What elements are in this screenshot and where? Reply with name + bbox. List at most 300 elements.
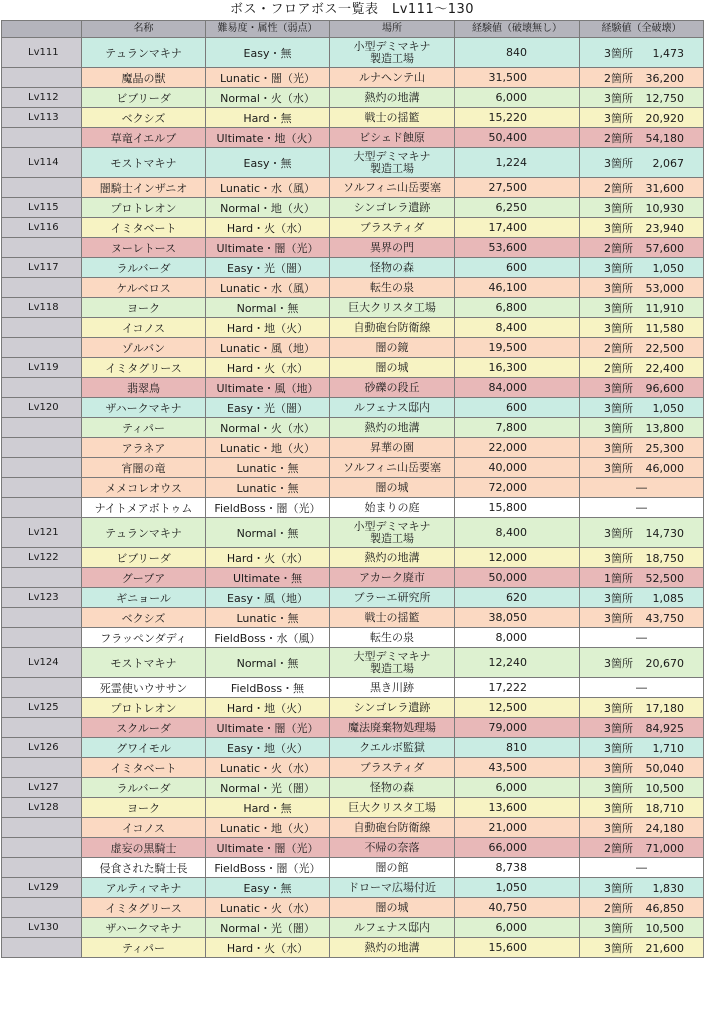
boss-name-cell: スクルーダ — [82, 718, 206, 738]
difficulty-cell: FieldBoss・無 — [206, 678, 330, 698]
exp-cell: 12,500 — [455, 698, 580, 718]
difficulty-cell: Lunatic・地（火） — [206, 818, 330, 838]
place-cell — [330, 418, 455, 438]
place-cell — [330, 148, 455, 178]
place-cell — [330, 588, 455, 608]
level-cell: Lv117 — [2, 258, 82, 278]
place-cell — [330, 798, 455, 818]
parts-count: 3箇所 — [604, 821, 633, 835]
place-cell — [330, 758, 455, 778]
exp-cell: 84,000 — [455, 378, 580, 398]
level-cell: Lv124 — [2, 648, 82, 678]
place-line: 製造工場 — [370, 531, 414, 545]
exp-full-cell — [580, 398, 704, 418]
difficulty-cell: Lunatic・無 — [206, 458, 330, 478]
place-cell — [330, 608, 455, 628]
parts-count: 3箇所 — [604, 381, 633, 395]
place-line: 巨大クリスタ工場 — [348, 800, 436, 814]
exp-full-cell — [580, 218, 704, 238]
parts-count: 3箇所 — [604, 156, 633, 170]
table-row — [2, 738, 704, 758]
place-cell — [330, 178, 455, 198]
difficulty-cell: Lunatic・無 — [206, 608, 330, 628]
place-cell — [330, 218, 455, 238]
parts-count: 3箇所 — [604, 801, 633, 815]
parts-count: 3箇所 — [604, 461, 633, 475]
exp-cell: 46,100 — [455, 278, 580, 298]
exp-full-value: 54,180 — [645, 131, 684, 145]
boss-name-cell: ティパー — [82, 418, 206, 438]
exp-full-value: 24,180 — [645, 821, 684, 835]
parts-count: 3箇所 — [604, 761, 633, 775]
boss-name-cell: ヨーク — [82, 298, 206, 318]
place-line: 黒き川跡 — [370, 680, 414, 694]
place-cell — [330, 278, 455, 298]
exp-cell: 53,600 — [455, 238, 580, 258]
exp-full-value: 46,000 — [645, 461, 684, 475]
table-row — [2, 588, 704, 608]
table-row — [2, 758, 704, 778]
place-line: 熱灼の地溝 — [364, 90, 420, 104]
exp-cell: 810 — [455, 738, 580, 758]
exp-full-cell — [580, 778, 704, 798]
exp-full-value: 13,800 — [645, 421, 684, 435]
difficulty-cell: Hard・地（火） — [206, 318, 330, 338]
exp-full-value: 1,050 — [652, 261, 684, 275]
exp-full-cell — [580, 378, 704, 398]
place-cell — [330, 498, 455, 518]
place-line: ルフェナス邸内 — [353, 400, 430, 414]
exp-full-value: 84,925 — [645, 721, 684, 735]
exp-cell: 15,600 — [455, 938, 580, 958]
header-exp: 経験値（破壊無し） — [455, 21, 580, 38]
place-line: クエルボ監獄 — [359, 740, 425, 754]
table-row — [2, 858, 704, 878]
parts-count: 3箇所 — [604, 441, 633, 455]
place-cell — [330, 68, 455, 88]
place-cell — [330, 318, 455, 338]
header-place: 場所 — [330, 21, 455, 38]
place-line: 製造工場 — [370, 51, 414, 65]
exp-full-value: 23,940 — [645, 221, 684, 235]
difficulty-cell: Lunatic・無 — [206, 478, 330, 498]
level-cell — [2, 438, 82, 458]
boss-name-cell: イコノス — [82, 818, 206, 838]
exp-full-value: 43,750 — [645, 611, 684, 625]
place-cell — [330, 918, 455, 938]
table-row — [2, 298, 704, 318]
difficulty-cell: Ultimate・無 — [206, 568, 330, 588]
exp-full-value: 57,600 — [645, 241, 684, 255]
place-line: 闇の城 — [375, 900, 409, 914]
parts-count: 2箇所 — [604, 341, 633, 355]
exp-cell: 21,000 — [455, 818, 580, 838]
exp-full-value: 20,670 — [645, 656, 684, 670]
exp-cell: 12,240 — [455, 648, 580, 678]
parts-count: 3箇所 — [604, 321, 633, 335]
exp-full-cell: ― — [580, 678, 704, 698]
place-line: 砂礫の段丘 — [364, 380, 420, 394]
table-row — [2, 608, 704, 628]
exp-full-cell — [580, 278, 704, 298]
difficulty-cell: Hard・地（火） — [206, 698, 330, 718]
place-cell — [330, 878, 455, 898]
difficulty-cell: Easy・光（闇） — [206, 258, 330, 278]
boss-name-cell: 宵闇の竜 — [82, 458, 206, 478]
level-cell — [2, 338, 82, 358]
place-line: 製造工場 — [370, 161, 414, 175]
place-cell — [330, 548, 455, 568]
exp-cell: 12,000 — [455, 548, 580, 568]
exp-cell: 1,224 — [455, 148, 580, 178]
exp-full-cell — [580, 128, 704, 148]
table-row — [2, 318, 704, 338]
place-cell — [330, 108, 455, 128]
place-line: 小型デミマキナ — [353, 519, 431, 533]
table-row — [2, 498, 704, 518]
exp-full-value: 53,000 — [645, 281, 684, 295]
parts-count: 2箇所 — [604, 181, 633, 195]
difficulty-cell: Easy・無 — [206, 148, 330, 178]
parts-count: 3箇所 — [604, 201, 633, 215]
exp-full-cell — [580, 318, 704, 338]
table-row — [2, 418, 704, 438]
place-line: 大型デミマキナ — [353, 649, 431, 663]
place-cell — [330, 258, 455, 278]
exp-full-cell — [580, 718, 704, 738]
exp-full-value: 96,600 — [645, 381, 684, 395]
parts-count: 3箇所 — [604, 921, 633, 935]
difficulty-cell: FieldBoss・水（風） — [206, 628, 330, 648]
place-line: 戦士の揺籃 — [364, 610, 420, 624]
parts-count: 3箇所 — [604, 46, 633, 60]
exp-full-cell — [580, 438, 704, 458]
exp-cell: 17,222 — [455, 678, 580, 698]
parts-count: 3箇所 — [604, 526, 633, 540]
place-line: 小型デミマキナ — [353, 39, 431, 53]
difficulty-cell: Hard・無 — [206, 798, 330, 818]
boss-name-cell: グーブア — [82, 568, 206, 588]
table-row — [2, 238, 704, 258]
table-row — [2, 918, 704, 938]
table-row — [2, 678, 704, 698]
level-cell: Lv122 — [2, 548, 82, 568]
place-cell — [330, 718, 455, 738]
parts-count: 2箇所 — [604, 841, 633, 855]
level-cell — [2, 608, 82, 628]
place-cell — [330, 198, 455, 218]
difficulty-cell: Normal・無 — [206, 648, 330, 678]
table-row — [2, 128, 704, 148]
exp-cell: 6,800 — [455, 298, 580, 318]
boss-name-cell: グワイモル — [82, 738, 206, 758]
exp-cell: 43,500 — [455, 758, 580, 778]
parts-count: 3箇所 — [604, 591, 633, 605]
boss-name-cell: モストマキナ — [82, 648, 206, 678]
boss-name-cell: ビブリーダ — [82, 548, 206, 568]
header-name: 名称 — [82, 21, 206, 38]
exp-full-value: 10,500 — [645, 921, 684, 935]
parts-count: 1箇所 — [604, 571, 633, 585]
exp-full-cell: ― — [580, 628, 704, 648]
table-row — [2, 628, 704, 648]
parts-count: 3箇所 — [604, 281, 633, 295]
boss-name-cell: 闇騎士インザニオ — [82, 178, 206, 198]
table-row — [2, 478, 704, 498]
place-cell — [330, 458, 455, 478]
place-line: シンゴレラ遺跡 — [353, 200, 431, 214]
exp-cell: 6,000 — [455, 88, 580, 108]
place-cell — [330, 698, 455, 718]
difficulty-cell: Lunatic・水（風） — [206, 278, 330, 298]
difficulty-cell: Normal・地（火） — [206, 198, 330, 218]
boss-name-cell: 魔晶の獣 — [82, 68, 206, 88]
exp-full-value: 1,473 — [652, 46, 684, 60]
table-row — [2, 358, 704, 378]
place-cell — [330, 298, 455, 318]
difficulty-cell: Lunatic・風（地） — [206, 338, 330, 358]
boss-name-cell: イミタグリース — [82, 898, 206, 918]
boss-name-cell: ビブリーダ — [82, 88, 206, 108]
place-line: 製造工場 — [370, 661, 414, 675]
parts-count: 2箇所 — [604, 361, 633, 375]
level-cell: Lv119 — [2, 358, 82, 378]
level-cell — [2, 128, 82, 148]
table-row — [2, 568, 704, 588]
table-row — [2, 458, 704, 478]
place-line: 自動砲台防衛線 — [353, 820, 431, 834]
parts-count: 3箇所 — [604, 301, 633, 315]
table-row — [2, 68, 704, 88]
level-cell: Lv115 — [2, 198, 82, 218]
boss-name-cell: ヌーレトース — [82, 238, 206, 258]
table-row — [2, 818, 704, 838]
header-level — [2, 21, 82, 38]
level-cell — [2, 318, 82, 338]
exp-full-cell — [580, 518, 704, 548]
boss-name-cell: メメコレオウス — [82, 478, 206, 498]
table-row — [2, 88, 704, 108]
exp-full-cell — [580, 608, 704, 628]
table-row — [2, 778, 704, 798]
exp-full-cell — [580, 738, 704, 758]
exp-full-value: 71,000 — [645, 841, 684, 855]
table-row — [2, 278, 704, 298]
exp-cell: 8,400 — [455, 518, 580, 548]
table-body — [2, 38, 704, 958]
boss-name-cell: 死霊使いウササン — [82, 678, 206, 698]
level-cell — [2, 898, 82, 918]
level-cell — [2, 498, 82, 518]
table-row — [2, 938, 704, 958]
level-cell — [2, 758, 82, 778]
place-cell — [330, 128, 455, 148]
exp-full-value: 17,180 — [645, 701, 684, 715]
exp-cell: 1,050 — [455, 878, 580, 898]
exp-full-cell — [580, 838, 704, 858]
exp-cell: 79,000 — [455, 718, 580, 738]
exp-full-cell — [580, 88, 704, 108]
difficulty-cell: Hard・火（水） — [206, 358, 330, 378]
level-cell — [2, 278, 82, 298]
table-row — [2, 338, 704, 358]
place-line: 巨大クリスタ工場 — [348, 300, 436, 314]
place-cell — [330, 858, 455, 878]
place-line: 熱灼の地溝 — [364, 420, 420, 434]
exp-cell: 840 — [455, 38, 580, 68]
exp-full-cell — [580, 648, 704, 678]
level-cell — [2, 458, 82, 478]
exp-cell: 6,000 — [455, 778, 580, 798]
level-cell — [2, 238, 82, 258]
place-line: 異界の門 — [370, 240, 414, 254]
place-line: 熱灼の地溝 — [364, 940, 420, 954]
exp-full-value: 22,400 — [645, 361, 684, 375]
place-line: 怪物の森 — [370, 260, 414, 274]
parts-count: 3箇所 — [604, 91, 633, 105]
exp-full-cell: ― — [580, 858, 704, 878]
exp-full-cell — [580, 938, 704, 958]
parts-count: 2箇所 — [604, 901, 633, 915]
parts-count: 3箇所 — [604, 656, 633, 670]
level-cell: Lv123 — [2, 588, 82, 608]
place-line: 闇の城 — [375, 360, 409, 374]
table-row — [2, 718, 704, 738]
place-line: 魔法廃棄物処理場 — [348, 720, 436, 734]
exp-cell: 600 — [455, 398, 580, 418]
level-cell — [2, 818, 82, 838]
parts-count: 2箇所 — [604, 71, 633, 85]
boss-name-cell: プロトレオン — [82, 698, 206, 718]
parts-count: 3箇所 — [604, 551, 633, 565]
parts-count: 3箇所 — [604, 701, 633, 715]
place-line: 怪物の森 — [370, 780, 414, 794]
exp-full-cell — [580, 758, 704, 778]
exp-full-cell — [580, 548, 704, 568]
difficulty-cell: Lunatic・火（水） — [206, 758, 330, 778]
exp-full-cell — [580, 298, 704, 318]
level-cell — [2, 568, 82, 588]
parts-count: 3箇所 — [604, 781, 633, 795]
exp-full-value: 22,500 — [645, 341, 684, 355]
difficulty-cell: Easy・地（火） — [206, 738, 330, 758]
difficulty-cell: Normal・火（水） — [206, 418, 330, 438]
exp-full-cell — [580, 418, 704, 438]
boss-name-cell: 侵食された騎士長 — [82, 858, 206, 878]
level-cell — [2, 678, 82, 698]
level-cell: Lv121 — [2, 518, 82, 548]
difficulty-cell: Normal・無 — [206, 298, 330, 318]
place-cell — [330, 648, 455, 678]
place-line: ドローマ広場付近 — [348, 880, 436, 894]
exp-full-value: 1,830 — [652, 881, 684, 895]
difficulty-cell: Ultimate・地（火） — [206, 128, 330, 148]
place-line: シンゴレラ遺跡 — [353, 700, 431, 714]
exp-cell: 22,000 — [455, 438, 580, 458]
exp-full-value: 50,040 — [645, 761, 684, 775]
exp-cell: 31,500 — [455, 68, 580, 88]
place-cell — [330, 338, 455, 358]
boss-name-cell: ラルバーダ — [82, 778, 206, 798]
table-row — [2, 398, 704, 418]
level-cell — [2, 418, 82, 438]
parts-count: 3箇所 — [604, 741, 633, 755]
exp-cell: 40,000 — [455, 458, 580, 478]
boss-name-cell: ナイトメアボトゥム — [82, 498, 206, 518]
difficulty-cell: Easy・無 — [206, 38, 330, 68]
difficulty-cell: Easy・風（地） — [206, 588, 330, 608]
difficulty-cell: FieldBoss・闇（光） — [206, 858, 330, 878]
place-line: 転生の泉 — [370, 280, 414, 294]
place-line: ルフェナス邸内 — [353, 920, 430, 934]
exp-cell: 7,800 — [455, 418, 580, 438]
level-cell — [2, 718, 82, 738]
exp-full-cell — [580, 898, 704, 918]
difficulty-cell: Ultimate・風（地） — [206, 378, 330, 398]
difficulty-cell: Normal・無 — [206, 518, 330, 548]
place-cell — [330, 238, 455, 258]
boss-name-cell: モストマキナ — [82, 148, 206, 178]
table-row — [2, 178, 704, 198]
exp-cell: 66,000 — [455, 838, 580, 858]
table-row — [2, 838, 704, 858]
exp-cell: 16,300 — [455, 358, 580, 378]
table-row — [2, 38, 704, 68]
exp-full-value: 18,710 — [645, 801, 684, 815]
parts-count: 3箇所 — [604, 611, 633, 625]
place-line: 闇の鏡 — [375, 340, 409, 354]
difficulty-cell: Easy・無 — [206, 878, 330, 898]
table-row — [2, 258, 704, 278]
boss-name-cell: ラルバーダ — [82, 258, 206, 278]
exp-full-value: 36,200 — [645, 71, 684, 85]
parts-count: 2箇所 — [604, 131, 633, 145]
exp-full-value: 14,730 — [645, 526, 684, 540]
place-cell — [330, 358, 455, 378]
exp-cell: 50,400 — [455, 128, 580, 148]
parts-count: 3箇所 — [604, 111, 633, 125]
place-line: 闇の館 — [375, 860, 409, 874]
place-line: 自動砲台防衛線 — [353, 320, 431, 334]
level-cell: Lv125 — [2, 698, 82, 718]
level-cell: Lv118 — [2, 298, 82, 318]
exp-full-cell — [580, 38, 704, 68]
place-cell — [330, 568, 455, 588]
exp-cell: 17,400 — [455, 218, 580, 238]
exp-full-cell: ― — [580, 498, 704, 518]
level-cell: Lv120 — [2, 398, 82, 418]
place-cell — [330, 38, 455, 68]
exp-full-value: 25,300 — [645, 441, 684, 455]
exp-full-value: 21,600 — [645, 941, 684, 955]
boss-name-cell: 草竜イエルブ — [82, 128, 206, 148]
difficulty-cell: Hard・火（水） — [206, 218, 330, 238]
exp-cell: 6,250 — [455, 198, 580, 218]
exp-full-value: 18,750 — [645, 551, 684, 565]
table-row — [2, 518, 704, 548]
boss-name-cell: フラッペンダディ — [82, 628, 206, 648]
difficulty-cell: Easy・光（闇） — [206, 398, 330, 418]
place-line: ブラスティダ — [359, 760, 425, 774]
boss-name-cell: ギニョール — [82, 588, 206, 608]
table-row — [2, 218, 704, 238]
exp-full-value: 12,750 — [645, 91, 684, 105]
exp-full-value: 10,930 — [645, 201, 684, 215]
boss-name-cell: ザハークマキナ — [82, 918, 206, 938]
boss-table — [1, 20, 704, 958]
exp-cell: 13,600 — [455, 798, 580, 818]
parts-count: 2箇所 — [604, 241, 633, 255]
